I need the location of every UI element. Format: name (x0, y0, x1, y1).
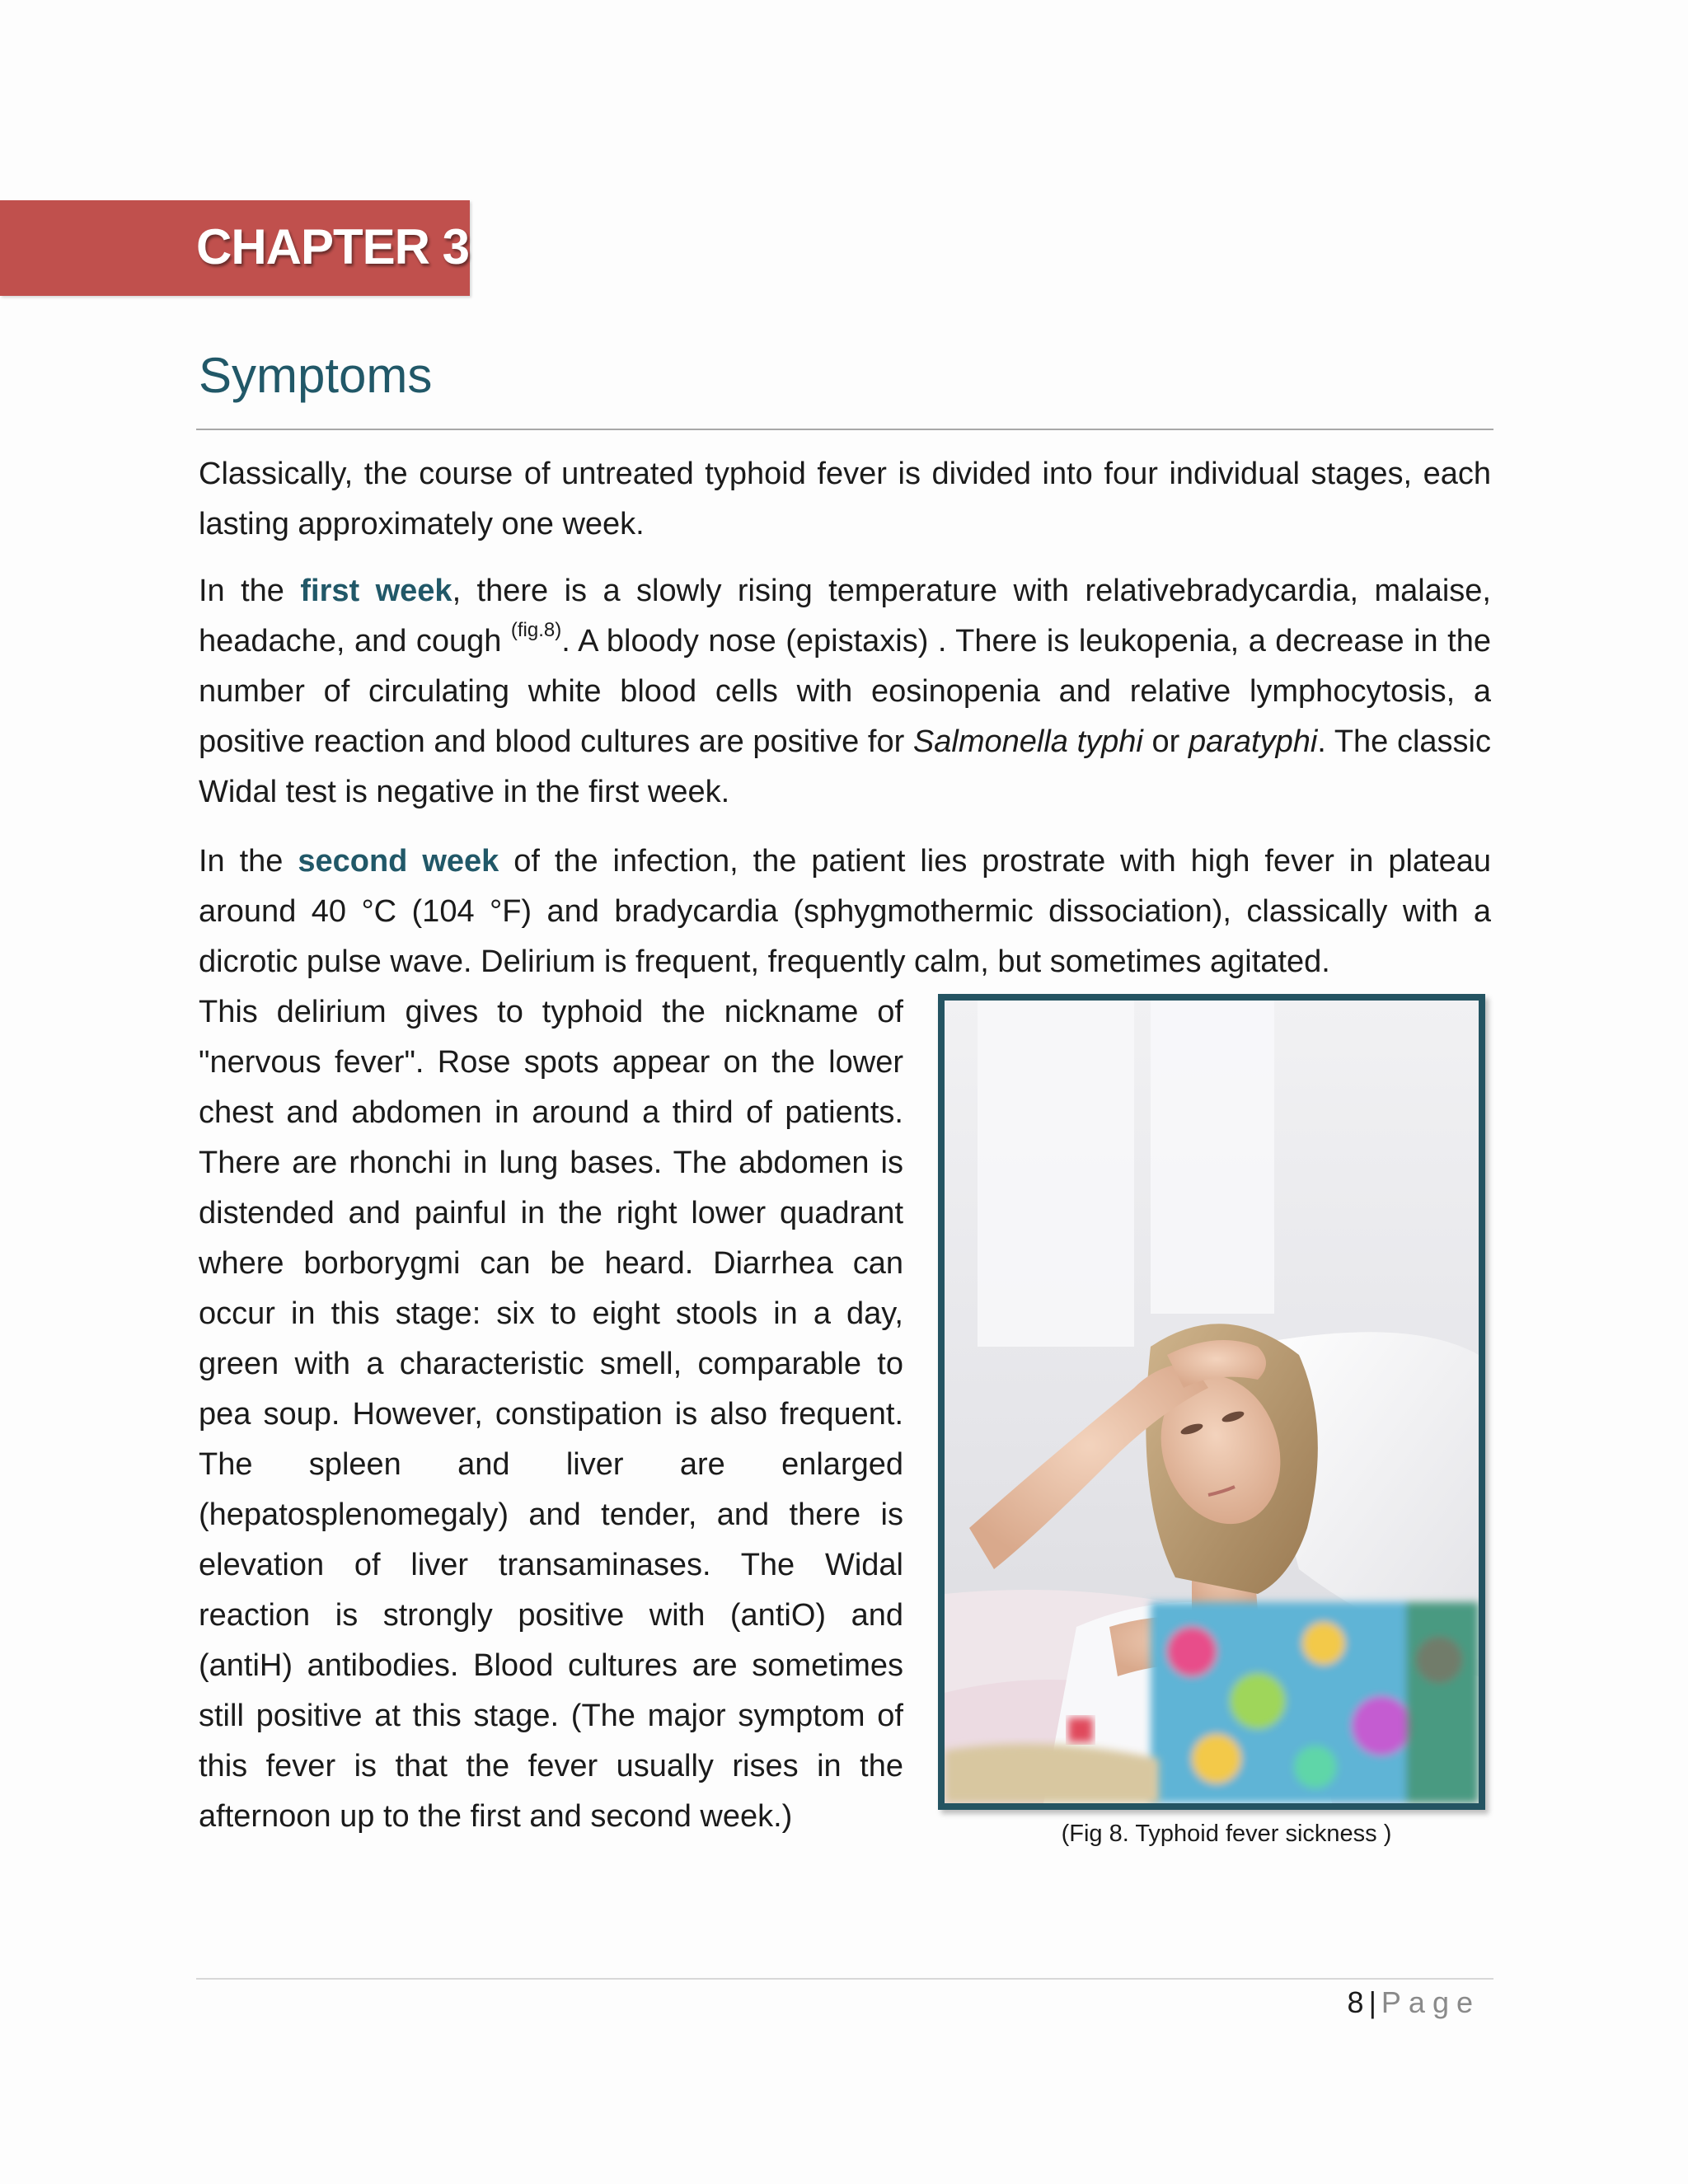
page-word: Page (1381, 1985, 1480, 2019)
paragraph-second-week-continued: This delirium gives to typhoid the nickname of "nervous fever". Rose spots appear on the lower chest and abdomen in around a third of patients. There are rhonchi in lung bases. The abdomen is distended and painful in the right lower quadrant where borborygmi can be heard. Diarrhea can occur in this stage: six to eight stools in a day, green with a characteristic smell, comparable to pea soup. However, constipation is also frequent. The spleen and liver are enlarged (hepatosplenomegaly) and tender, and there is elevation of liver transaminases. The Widal reaction is strongly positive with (antiO) and (antiH) antibodies. Blood cultures are sometimes still positive at this stage. (The major symptom of this fever is that the fever usually rises in the afternoon up to the first and second week.) (199, 995, 903, 1834)
page-number (1348, 1985, 1480, 2020)
figure-caption: (Fig 8. Typhoid fever sickness ) (1061, 1821, 1392, 1847)
text-run: or (1142, 724, 1189, 759)
species-name: Salmonella typhi (912, 724, 1143, 759)
sick-woman-photo (945, 1001, 1479, 1803)
paragraph-intro: Classically, the course of untreated typhoid fever is divided into four individual stages, each lasting approximately one week. (199, 457, 1491, 541)
chapter-banner (0, 200, 470, 296)
section-title: Symptoms (199, 348, 433, 403)
text-run: In the (199, 574, 301, 608)
first-week-highlight: first week (300, 574, 452, 608)
page-number-value: 8 (1347, 1985, 1364, 2019)
paragraph-second-week (199, 837, 1491, 987)
text-run: , there is a slowly rising temperature with relativebradycardia, malaise, headache, and cough (199, 574, 1491, 658)
title-divider (196, 429, 1493, 430)
figure-reference: (fig.8) (510, 619, 562, 641)
second-week-highlight: second week (298, 844, 499, 879)
page-separator: | (1368, 1985, 1376, 2019)
text-run: . A bloody nose (epistaxis) . There is leukopenia, a decrease in the number of circulating white blood cells with eosinopenia and relative lymphocytosis, a positive reaction and blood cultures are positive for (199, 624, 1491, 759)
text-run: . The classic Widal test is negative in the first week. (199, 724, 1491, 809)
figure-image (938, 994, 1485, 1810)
text-run: of the infection, the patient lies prostrate with high fever in plateau around 40 °C (104 °F) and bradycardia (sphygmothermic dissociation), classically with a dicrotic pulse wave. Delirium is frequent, frequently calm, but sometimes agitated. (199, 844, 1491, 979)
footer-divider (196, 1978, 1493, 1980)
chapter-label: CHAPTER 3 (196, 219, 470, 274)
paragraph-first-week (199, 566, 1491, 818)
species-name: paratyphi (1188, 724, 1318, 759)
text-run: In the (199, 844, 298, 879)
